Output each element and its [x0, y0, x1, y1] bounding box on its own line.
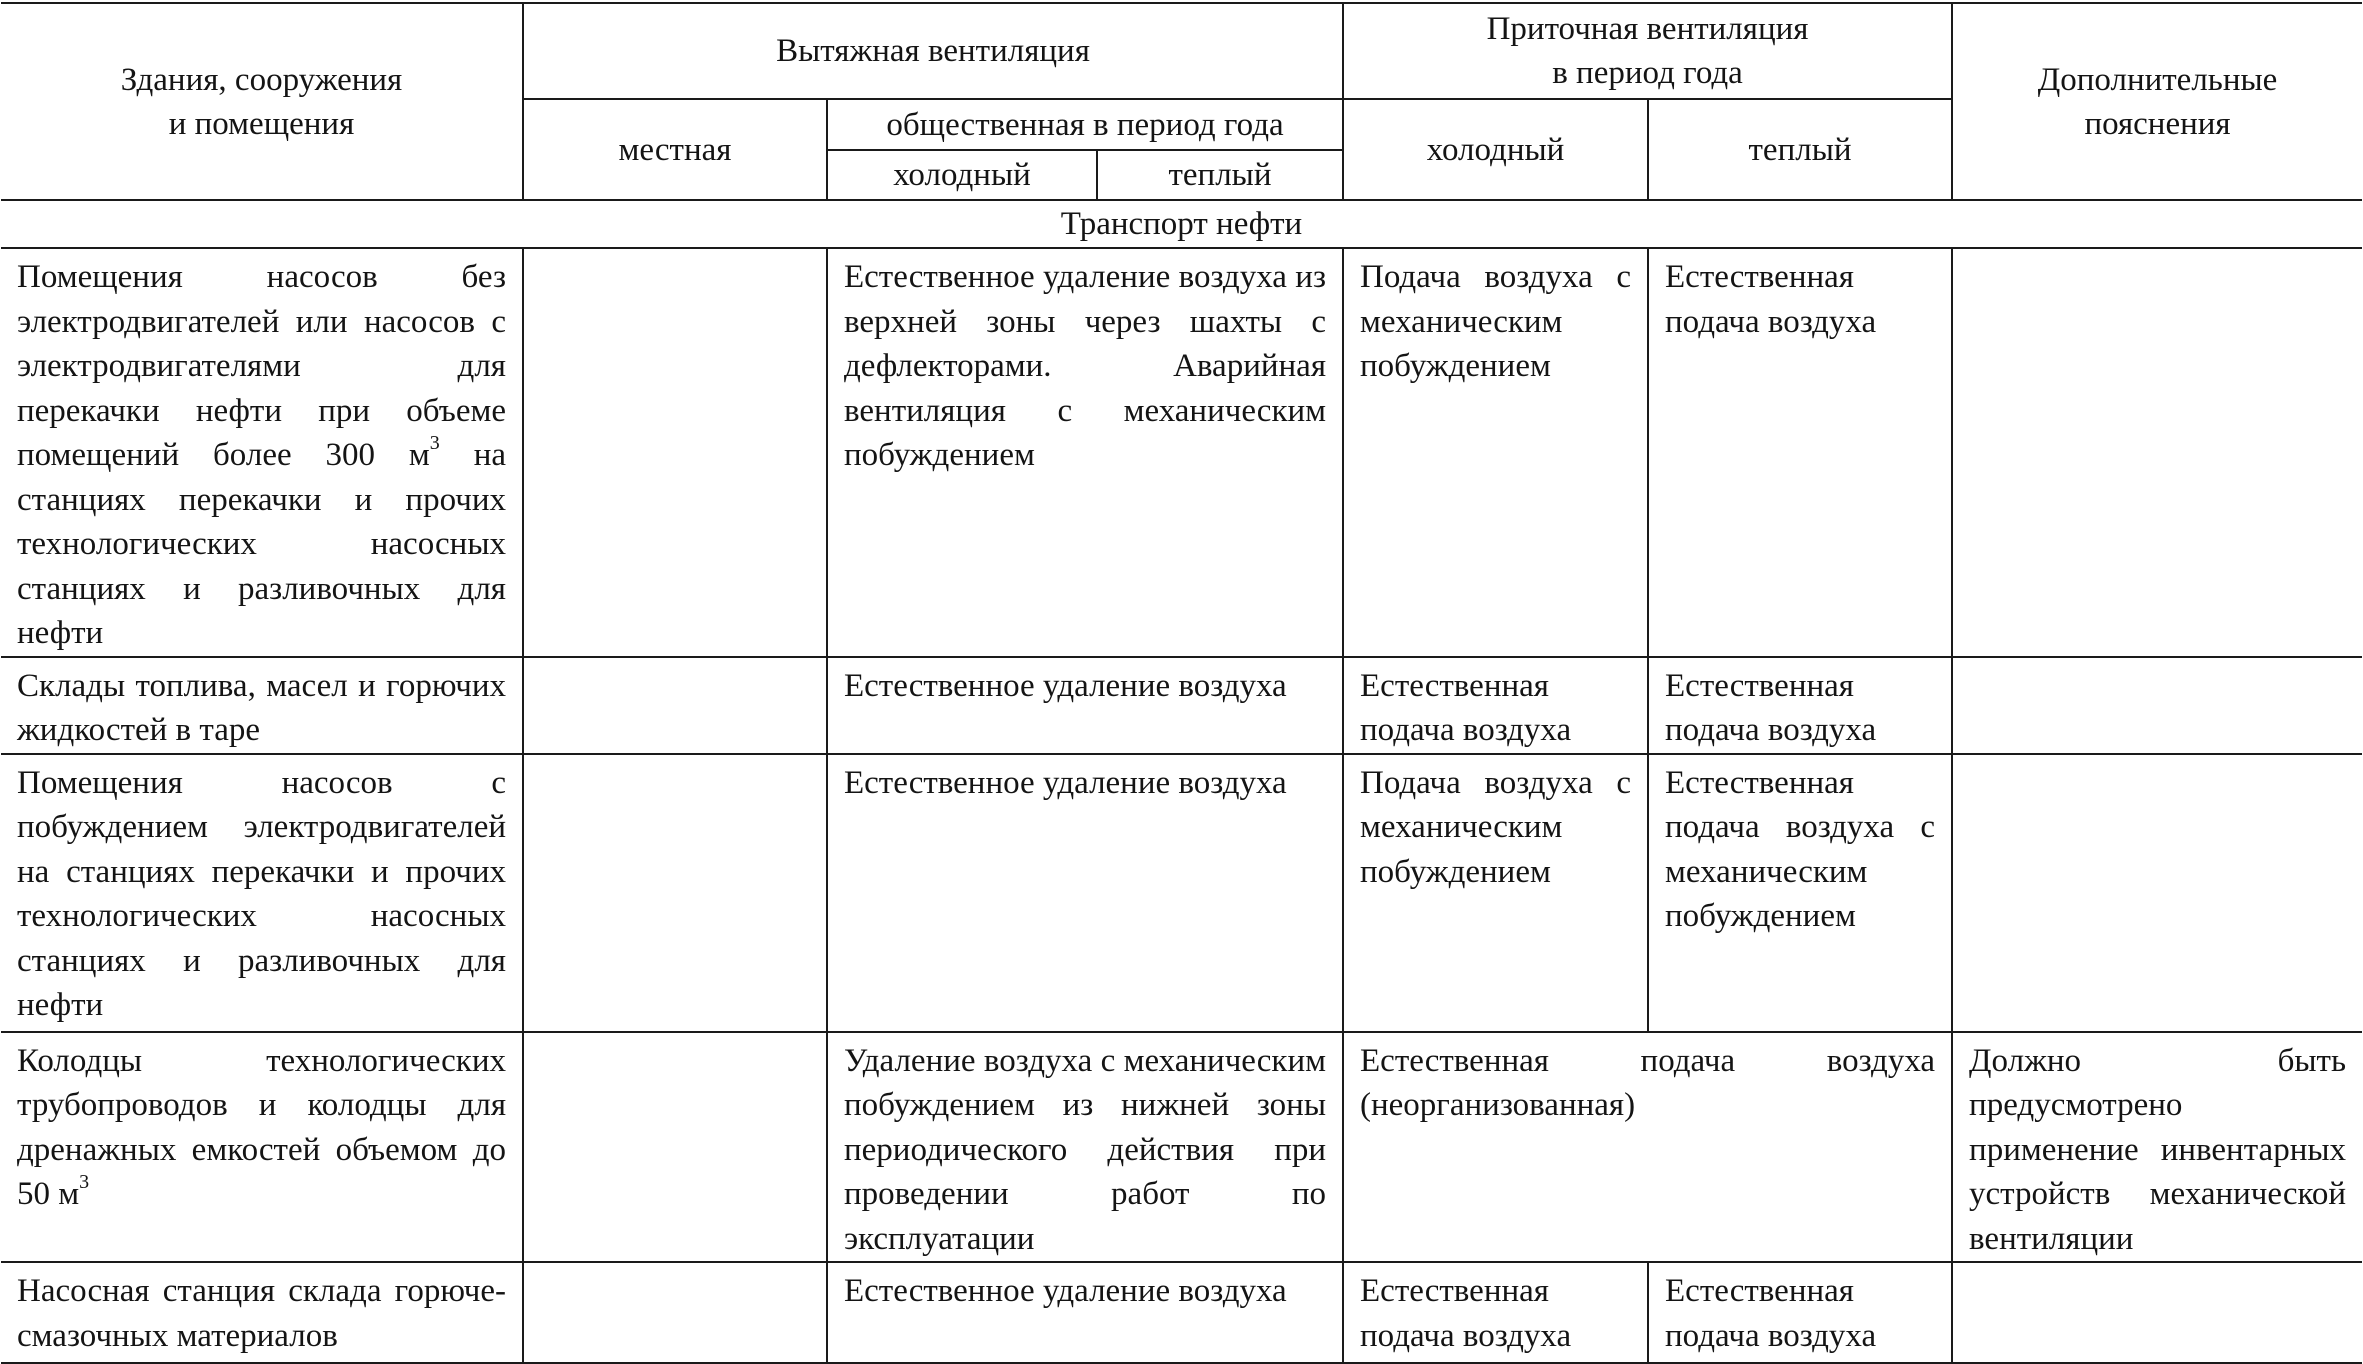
header-supply: Приточная вентиляция в период года — [1343, 3, 1952, 99]
notes-cell: Должно быть предусмотрено применение инвентарных устройств механической вентиляции — [1952, 1032, 2362, 1263]
header-general-cold: холодный — [827, 150, 1097, 200]
section-title: Транспорт нефти — [1, 200, 2362, 248]
local-exhaust-cell — [523, 1262, 827, 1363]
local-exhaust-cell — [523, 248, 827, 657]
local-exhaust-cell — [523, 754, 827, 1032]
supply-warm-cell: Естественная подача воздуха — [1648, 657, 1952, 754]
header-notes: Дополнительные пояснения — [1952, 3, 2362, 200]
building-cell — [1, 1032, 523, 1263]
supply-cold-cell: Подача воздуха с механическим побуждением — [1343, 754, 1648, 1032]
header-exhaust: Вытяжная вентиляция — [523, 3, 1343, 99]
general-exhaust-cell: Удаление воздуха с механическим побуждением из нижней зоны периодического действия при проведении работ по эксплуатации — [827, 1032, 1343, 1263]
building-cell: Склады топлива, масел и горючих жидкостей в таре — [1, 657, 523, 754]
local-exhaust-cell — [523, 657, 827, 754]
supply-warm-cell: Естественная подача воздуха с механическим побуждением — [1648, 754, 1952, 1032]
supply-cold-cell: Естественная подача воздуха — [1343, 657, 1648, 754]
general-exhaust-cell: Естественное удаление воздуха — [827, 754, 1343, 1032]
supply-warm-cell: Естественная подача воздуха — [1648, 248, 1952, 657]
general-exhaust-cell: Естественное удаление воздуха — [827, 657, 1343, 754]
building-cell: Помещения насосов с побуждением электродвигателей на станциях перекачки и прочих технологических насосных станциях и разливочных для нефти — [1, 754, 523, 1032]
table-row — [1, 248, 2362, 657]
building-text-tail: на станциях перекачки и прочих технологических насосных станциях и разливочных для нефти — [17, 437, 506, 651]
header-supply-warm: теплый — [1648, 99, 1952, 200]
header-local: местная — [523, 99, 827, 200]
supply-cold-cell: Естественная подача воздуха — [1343, 1262, 1648, 1363]
ventilation-table — [1, 2, 2362, 1364]
general-exhaust-cell: Естественное удаление воздуха из верхней зоны через шахты с дефлекторами. Аварийная вентиляция с механическим побуждением — [827, 248, 1343, 657]
superscript: 3 — [79, 1171, 90, 1193]
notes-cell — [1952, 754, 2362, 1032]
table-row — [1, 1032, 2362, 1263]
building-cell — [1, 248, 523, 657]
header-general-season: общественная в период года — [827, 99, 1343, 150]
header-buildings: Здания, сооружения и помещения — [1, 3, 523, 200]
table-row — [1, 754, 2362, 1032]
building-text: Помещения насосов без электродвигателей или насосов с электродвигателями для перекачки нефти при объеме помещений более 300 м — [17, 259, 506, 473]
supply-warm-cell: Естественная подача воздуха — [1648, 1262, 1952, 1363]
notes-cell — [1952, 1262, 2362, 1363]
table-row — [1, 1262, 2362, 1363]
building-cell: Насосная станция склада горюче-смазочных материалов — [1, 1262, 523, 1363]
header-general-warm: теплый — [1097, 150, 1343, 200]
superscript: 3 — [429, 432, 440, 454]
local-exhaust-cell — [523, 1032, 827, 1263]
general-exhaust-cell: Естественное удаление воздуха — [827, 1262, 1343, 1363]
header-supply-cold: холодный — [1343, 99, 1648, 200]
notes-cell — [1952, 248, 2362, 657]
supply-cold-cell: Подача воздуха с механическим побуждением — [1343, 248, 1648, 657]
notes-cell — [1952, 657, 2362, 754]
supply-combined-cell: Естественная подача воздуха (неорганизованная) — [1343, 1032, 1952, 1263]
table-row — [1, 657, 2362, 754]
building-text: Колодцы технологических трубопроводов и колодцы для дренажных емкостей объемом до 50 м — [17, 1042, 506, 1212]
